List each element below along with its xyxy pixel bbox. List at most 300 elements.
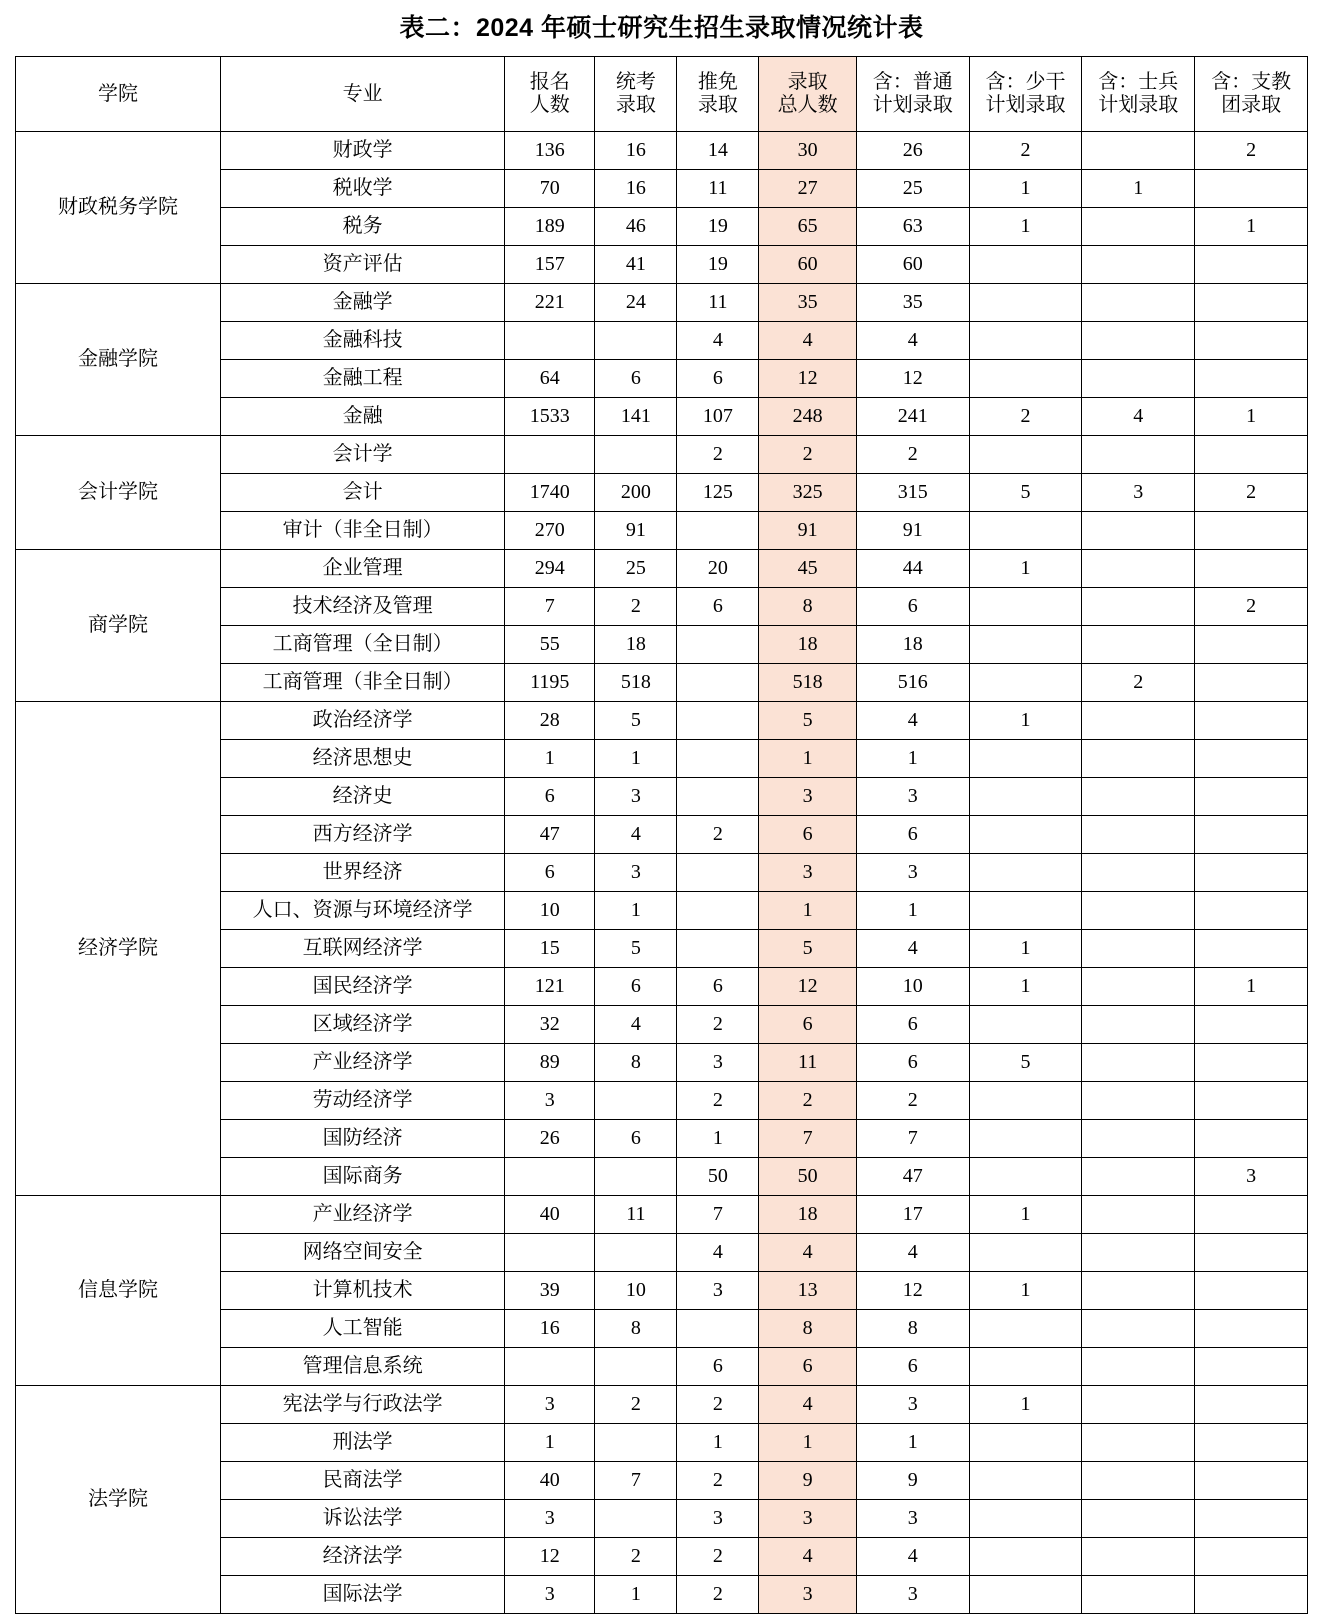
major-cell: 计算机技术 bbox=[221, 1272, 505, 1310]
cell-normal: 6 bbox=[856, 1348, 969, 1386]
cell-normal: 10 bbox=[856, 968, 969, 1006]
table-row bbox=[16, 702, 1308, 740]
cell-unified bbox=[595, 322, 677, 360]
cell-teaching bbox=[1195, 854, 1308, 892]
cell-apply: 1740 bbox=[505, 474, 595, 512]
cell-unified: 4 bbox=[595, 1006, 677, 1044]
cell-teaching bbox=[1195, 740, 1308, 778]
cell-recommend: 1 bbox=[677, 1120, 759, 1158]
cell-teaching bbox=[1195, 1310, 1308, 1348]
major-cell: 税收学 bbox=[221, 170, 505, 208]
cell-normal: 6 bbox=[856, 1006, 969, 1044]
cell-total: 12 bbox=[759, 968, 856, 1006]
cell-recommend: 19 bbox=[677, 208, 759, 246]
column-header-apply bbox=[505, 57, 595, 132]
cell-minority: 1 bbox=[969, 930, 1082, 968]
cell-normal: 12 bbox=[856, 360, 969, 398]
cell-total: 3 bbox=[759, 778, 856, 816]
cell-normal: 2 bbox=[856, 1082, 969, 1120]
cell-unified: 6 bbox=[595, 1120, 677, 1158]
cell-recommend bbox=[677, 854, 759, 892]
cell-minority bbox=[969, 854, 1082, 892]
cell-teaching bbox=[1195, 1272, 1308, 1310]
cell-soldier bbox=[1082, 1500, 1195, 1538]
cell-total: 13 bbox=[759, 1272, 856, 1310]
cell-apply: 1 bbox=[505, 1424, 595, 1462]
cell-normal: 4 bbox=[856, 930, 969, 968]
cell-soldier bbox=[1082, 626, 1195, 664]
cell-minority: 1 bbox=[969, 968, 1082, 1006]
cell-total: 3 bbox=[759, 1500, 856, 1538]
cell-apply: 294 bbox=[505, 550, 595, 588]
column-header-line: 含：支教 bbox=[1211, 71, 1292, 93]
cell-soldier bbox=[1082, 740, 1195, 778]
cell-normal: 3 bbox=[856, 1500, 969, 1538]
major-cell: 人工智能 bbox=[221, 1310, 505, 1348]
cell-normal: 44 bbox=[856, 550, 969, 588]
cell-total: 8 bbox=[759, 588, 856, 626]
cell-normal: 60 bbox=[856, 246, 969, 284]
cell-soldier bbox=[1082, 208, 1195, 246]
cell-recommend bbox=[677, 512, 759, 550]
cell-teaching bbox=[1195, 550, 1308, 588]
cell-soldier bbox=[1082, 1158, 1195, 1196]
column-header-major bbox=[221, 57, 505, 132]
cell-recommend: 3 bbox=[677, 1500, 759, 1538]
cell-unified: 24 bbox=[595, 284, 677, 322]
cell-recommend: 6 bbox=[677, 1348, 759, 1386]
column-header-line: 学院 bbox=[98, 82, 139, 105]
cell-total: 4 bbox=[759, 1234, 856, 1272]
cell-normal: 4 bbox=[856, 1538, 969, 1576]
cell-normal: 2 bbox=[856, 436, 969, 474]
cell-normal: 7 bbox=[856, 1120, 969, 1158]
cell-recommend bbox=[677, 892, 759, 930]
cell-minority bbox=[969, 1234, 1082, 1272]
major-cell: 区域经济学 bbox=[221, 1006, 505, 1044]
cell-minority: 2 bbox=[969, 398, 1082, 436]
cell-teaching bbox=[1195, 322, 1308, 360]
cell-normal: 9 bbox=[856, 1462, 969, 1500]
cell-unified: 6 bbox=[595, 360, 677, 398]
table-row bbox=[16, 284, 1308, 322]
cell-total: 5 bbox=[759, 702, 856, 740]
cell-unified: 141 bbox=[595, 398, 677, 436]
cell-total: 65 bbox=[759, 208, 856, 246]
cell-normal: 3 bbox=[856, 854, 969, 892]
cell-apply: 3 bbox=[505, 1082, 595, 1120]
cell-recommend: 125 bbox=[677, 474, 759, 512]
cell-apply: 55 bbox=[505, 626, 595, 664]
major-cell: 资产评估 bbox=[221, 246, 505, 284]
cell-unified: 518 bbox=[595, 664, 677, 702]
table-row bbox=[16, 1196, 1308, 1234]
cell-teaching bbox=[1195, 170, 1308, 208]
column-header-college bbox=[16, 57, 221, 132]
major-cell: 西方经济学 bbox=[221, 816, 505, 854]
cell-unified: 25 bbox=[595, 550, 677, 588]
cell-soldier bbox=[1082, 132, 1195, 170]
cell-teaching: 2 bbox=[1195, 132, 1308, 170]
cell-teaching bbox=[1195, 1006, 1308, 1044]
cell-normal: 6 bbox=[856, 1044, 969, 1082]
cell-soldier bbox=[1082, 778, 1195, 816]
column-header-line: 统考 bbox=[615, 71, 656, 93]
major-cell: 网络空间安全 bbox=[221, 1234, 505, 1272]
cell-recommend bbox=[677, 702, 759, 740]
cell-minority: 1 bbox=[969, 170, 1082, 208]
cell-teaching bbox=[1195, 1120, 1308, 1158]
cell-teaching bbox=[1195, 702, 1308, 740]
cell-soldier bbox=[1082, 1310, 1195, 1348]
cell-teaching bbox=[1195, 816, 1308, 854]
cell-minority bbox=[969, 816, 1082, 854]
cell-unified: 3 bbox=[595, 778, 677, 816]
cell-normal: 1 bbox=[856, 892, 969, 930]
cell-recommend: 50 bbox=[677, 1158, 759, 1196]
cell-minority: 5 bbox=[969, 1044, 1082, 1082]
cell-total: 18 bbox=[759, 626, 856, 664]
cell-minority bbox=[969, 512, 1082, 550]
cell-unified bbox=[595, 1082, 677, 1120]
column-header-line: 计划录取 bbox=[985, 94, 1066, 116]
cell-soldier bbox=[1082, 1538, 1195, 1576]
cell-recommend: 3 bbox=[677, 1272, 759, 1310]
cell-normal: 18 bbox=[856, 626, 969, 664]
cell-unified: 2 bbox=[595, 588, 677, 626]
cell-teaching bbox=[1195, 1500, 1308, 1538]
cell-unified: 5 bbox=[595, 702, 677, 740]
cell-normal: 3 bbox=[856, 1386, 969, 1424]
cell-soldier bbox=[1082, 816, 1195, 854]
cell-recommend: 6 bbox=[677, 360, 759, 398]
cell-unified bbox=[595, 436, 677, 474]
cell-minority bbox=[969, 1348, 1082, 1386]
cell-unified bbox=[595, 1500, 677, 1538]
column-header-line: 专业 bbox=[342, 82, 383, 105]
cell-unified: 46 bbox=[595, 208, 677, 246]
cell-recommend: 2 bbox=[677, 1576, 759, 1614]
cell-recommend: 2 bbox=[677, 1082, 759, 1120]
cell-minority bbox=[969, 588, 1082, 626]
cell-total: 4 bbox=[759, 1386, 856, 1424]
header-row bbox=[16, 57, 1308, 132]
cell-minority bbox=[969, 436, 1082, 474]
cell-unified: 7 bbox=[595, 1462, 677, 1500]
cell-normal: 241 bbox=[856, 398, 969, 436]
cell-minority bbox=[969, 1310, 1082, 1348]
cell-total: 1 bbox=[759, 740, 856, 778]
cell-total: 27 bbox=[759, 170, 856, 208]
cell-total: 518 bbox=[759, 664, 856, 702]
cell-unified: 2 bbox=[595, 1538, 677, 1576]
cell-minority bbox=[969, 1158, 1082, 1196]
cell-minority bbox=[969, 284, 1082, 322]
cell-recommend bbox=[677, 778, 759, 816]
cell-apply: 221 bbox=[505, 284, 595, 322]
cell-soldier bbox=[1082, 1044, 1195, 1082]
cell-normal: 1 bbox=[856, 740, 969, 778]
cell-apply: 10 bbox=[505, 892, 595, 930]
cell-normal: 63 bbox=[856, 208, 969, 246]
cell-normal: 35 bbox=[856, 284, 969, 322]
cell-normal: 6 bbox=[856, 816, 969, 854]
cell-minority bbox=[969, 1120, 1082, 1158]
cell-unified: 16 bbox=[595, 132, 677, 170]
cell-apply: 121 bbox=[505, 968, 595, 1006]
cell-recommend: 1 bbox=[677, 1424, 759, 1462]
cell-total: 248 bbox=[759, 398, 856, 436]
cell-soldier bbox=[1082, 1386, 1195, 1424]
cell-normal: 3 bbox=[856, 778, 969, 816]
cell-teaching bbox=[1195, 930, 1308, 968]
cell-normal: 12 bbox=[856, 1272, 969, 1310]
cell-apply: 157 bbox=[505, 246, 595, 284]
cell-soldier bbox=[1082, 1424, 1195, 1462]
cell-soldier: 4 bbox=[1082, 398, 1195, 436]
cell-minority bbox=[969, 1500, 1082, 1538]
cell-apply: 136 bbox=[505, 132, 595, 170]
cell-teaching: 1 bbox=[1195, 968, 1308, 1006]
cell-teaching: 3 bbox=[1195, 1158, 1308, 1196]
cell-minority: 2 bbox=[969, 132, 1082, 170]
cell-normal: 315 bbox=[856, 474, 969, 512]
cell-total: 91 bbox=[759, 512, 856, 550]
major-cell: 人口、资源与环境经济学 bbox=[221, 892, 505, 930]
cell-minority bbox=[969, 892, 1082, 930]
table-header bbox=[16, 57, 1308, 132]
cell-soldier bbox=[1082, 1082, 1195, 1120]
cell-unified bbox=[595, 1234, 677, 1272]
cell-apply: 40 bbox=[505, 1462, 595, 1500]
cell-teaching bbox=[1195, 1538, 1308, 1576]
column-header-normal bbox=[856, 57, 969, 132]
cell-total: 6 bbox=[759, 816, 856, 854]
cell-total: 5 bbox=[759, 930, 856, 968]
cell-recommend: 2 bbox=[677, 1538, 759, 1576]
cell-minority bbox=[969, 360, 1082, 398]
cell-recommend: 20 bbox=[677, 550, 759, 588]
cell-soldier bbox=[1082, 1006, 1195, 1044]
cell-soldier bbox=[1082, 588, 1195, 626]
cell-teaching bbox=[1195, 360, 1308, 398]
table-row bbox=[16, 550, 1308, 588]
cell-normal: 17 bbox=[856, 1196, 969, 1234]
cell-total: 1 bbox=[759, 892, 856, 930]
cell-total: 35 bbox=[759, 284, 856, 322]
cell-soldier bbox=[1082, 550, 1195, 588]
cell-normal: 4 bbox=[856, 702, 969, 740]
cell-apply: 1 bbox=[505, 740, 595, 778]
cell-soldier: 2 bbox=[1082, 664, 1195, 702]
cell-recommend: 107 bbox=[677, 398, 759, 436]
cell-unified: 10 bbox=[595, 1272, 677, 1310]
cell-unified bbox=[595, 1158, 677, 1196]
page-title: 表二：2024 年硕士研究生招生录取情况统计表 bbox=[399, 14, 924, 42]
cell-apply: 7 bbox=[505, 588, 595, 626]
major-cell: 诉讼法学 bbox=[221, 1500, 505, 1538]
major-cell: 管理信息系统 bbox=[221, 1348, 505, 1386]
major-cell: 审计（非全日制） bbox=[221, 512, 505, 550]
major-cell: 国民经济学 bbox=[221, 968, 505, 1006]
cell-normal: 4 bbox=[856, 322, 969, 360]
cell-recommend bbox=[677, 1310, 759, 1348]
cell-apply bbox=[505, 1158, 595, 1196]
cell-total: 2 bbox=[759, 1082, 856, 1120]
cell-total: 6 bbox=[759, 1348, 856, 1386]
cell-unified: 11 bbox=[595, 1196, 677, 1234]
cell-unified: 41 bbox=[595, 246, 677, 284]
college-cell: 商学院 bbox=[16, 550, 221, 702]
cell-minority bbox=[969, 1082, 1082, 1120]
column-header-minority bbox=[969, 57, 1082, 132]
cell-recommend bbox=[677, 626, 759, 664]
cell-unified: 91 bbox=[595, 512, 677, 550]
major-cell: 工商管理（非全日制） bbox=[221, 664, 505, 702]
cell-soldier bbox=[1082, 702, 1195, 740]
cell-apply bbox=[505, 436, 595, 474]
cell-unified: 16 bbox=[595, 170, 677, 208]
cell-total: 6 bbox=[759, 1006, 856, 1044]
cell-soldier bbox=[1082, 930, 1195, 968]
cell-soldier bbox=[1082, 322, 1195, 360]
major-cell: 互联网经济学 bbox=[221, 930, 505, 968]
cell-apply: 26 bbox=[505, 1120, 595, 1158]
cell-recommend bbox=[677, 664, 759, 702]
column-header-unified bbox=[595, 57, 677, 132]
cell-recommend: 3 bbox=[677, 1044, 759, 1082]
cell-soldier bbox=[1082, 854, 1195, 892]
cell-unified: 1 bbox=[595, 892, 677, 930]
cell-recommend bbox=[677, 740, 759, 778]
major-cell: 金融 bbox=[221, 398, 505, 436]
cell-soldier bbox=[1082, 1120, 1195, 1158]
cell-soldier bbox=[1082, 284, 1195, 322]
major-cell: 金融科技 bbox=[221, 322, 505, 360]
cell-unified: 2 bbox=[595, 1386, 677, 1424]
cell-normal: 3 bbox=[856, 1576, 969, 1614]
major-cell: 国防经济 bbox=[221, 1120, 505, 1158]
cell-apply: 39 bbox=[505, 1272, 595, 1310]
cell-total: 50 bbox=[759, 1158, 856, 1196]
major-cell: 民商法学 bbox=[221, 1462, 505, 1500]
cell-recommend: 14 bbox=[677, 132, 759, 170]
cell-apply: 6 bbox=[505, 854, 595, 892]
cell-total: 4 bbox=[759, 1538, 856, 1576]
college-cell: 信息学院 bbox=[16, 1196, 221, 1386]
cell-total: 1 bbox=[759, 1424, 856, 1462]
cell-minority: 1 bbox=[969, 702, 1082, 740]
cell-teaching bbox=[1195, 1424, 1308, 1462]
cell-soldier bbox=[1082, 1576, 1195, 1614]
cell-apply: 270 bbox=[505, 512, 595, 550]
major-cell: 产业经济学 bbox=[221, 1196, 505, 1234]
cell-normal: 6 bbox=[856, 588, 969, 626]
cell-apply: 47 bbox=[505, 816, 595, 854]
cell-soldier bbox=[1082, 1462, 1195, 1500]
cell-teaching: 1 bbox=[1195, 208, 1308, 246]
cell-teaching bbox=[1195, 1576, 1308, 1614]
cell-soldier bbox=[1082, 1196, 1195, 1234]
cell-minority: 1 bbox=[969, 550, 1082, 588]
cell-recommend: 6 bbox=[677, 968, 759, 1006]
column-header-line: 团录取 bbox=[1221, 94, 1282, 116]
cell-total: 2 bbox=[759, 436, 856, 474]
major-cell: 财政学 bbox=[221, 132, 505, 170]
cell-minority: 1 bbox=[969, 1386, 1082, 1424]
cell-apply: 89 bbox=[505, 1044, 595, 1082]
cell-apply: 189 bbox=[505, 208, 595, 246]
cell-total: 3 bbox=[759, 854, 856, 892]
major-cell: 国际商务 bbox=[221, 1158, 505, 1196]
cell-teaching bbox=[1195, 1348, 1308, 1386]
cell-unified: 8 bbox=[595, 1310, 677, 1348]
major-cell: 税务 bbox=[221, 208, 505, 246]
college-cell: 会计学院 bbox=[16, 436, 221, 550]
cell-teaching bbox=[1195, 1044, 1308, 1082]
cell-unified bbox=[595, 1424, 677, 1462]
cell-total: 30 bbox=[759, 132, 856, 170]
column-header-line: 录取 bbox=[697, 94, 738, 116]
cell-unified: 5 bbox=[595, 930, 677, 968]
cell-apply: 1533 bbox=[505, 398, 595, 436]
cell-teaching bbox=[1195, 626, 1308, 664]
major-cell: 会计学 bbox=[221, 436, 505, 474]
major-cell: 经济史 bbox=[221, 778, 505, 816]
cell-soldier bbox=[1082, 968, 1195, 1006]
cell-apply: 32 bbox=[505, 1006, 595, 1044]
cell-total: 325 bbox=[759, 474, 856, 512]
major-cell: 宪法学与行政法学 bbox=[221, 1386, 505, 1424]
column-header-line: 计划录取 bbox=[872, 94, 953, 116]
admissions-table bbox=[15, 56, 1308, 1614]
cell-normal: 1 bbox=[856, 1424, 969, 1462]
major-cell: 工商管理（全日制） bbox=[221, 626, 505, 664]
cell-apply: 15 bbox=[505, 930, 595, 968]
cell-teaching bbox=[1195, 664, 1308, 702]
cell-teaching bbox=[1195, 1462, 1308, 1500]
cell-recommend: 4 bbox=[677, 1234, 759, 1272]
cell-soldier bbox=[1082, 436, 1195, 474]
cell-unified: 18 bbox=[595, 626, 677, 664]
cell-minority bbox=[969, 322, 1082, 360]
cell-apply: 12 bbox=[505, 1538, 595, 1576]
cell-teaching bbox=[1195, 1386, 1308, 1424]
cell-normal: 25 bbox=[856, 170, 969, 208]
cell-apply bbox=[505, 1348, 595, 1386]
cell-unified: 200 bbox=[595, 474, 677, 512]
column-header-total bbox=[759, 57, 856, 132]
cell-recommend: 19 bbox=[677, 246, 759, 284]
cell-minority bbox=[969, 664, 1082, 702]
cell-minority bbox=[969, 778, 1082, 816]
cell-apply: 1195 bbox=[505, 664, 595, 702]
cell-minority bbox=[969, 1006, 1082, 1044]
cell-normal: 47 bbox=[856, 1158, 969, 1196]
cell-teaching: 2 bbox=[1195, 588, 1308, 626]
cell-minority bbox=[969, 246, 1082, 284]
major-cell: 企业管理 bbox=[221, 550, 505, 588]
cell-apply bbox=[505, 322, 595, 360]
cell-recommend: 2 bbox=[677, 1386, 759, 1424]
table-row bbox=[16, 1386, 1308, 1424]
column-header-line: 报名 bbox=[529, 71, 570, 93]
cell-soldier: 3 bbox=[1082, 474, 1195, 512]
cell-soldier bbox=[1082, 360, 1195, 398]
column-header-teaching bbox=[1195, 57, 1308, 132]
column-header-recommend bbox=[677, 57, 759, 132]
major-cell: 金融工程 bbox=[221, 360, 505, 398]
